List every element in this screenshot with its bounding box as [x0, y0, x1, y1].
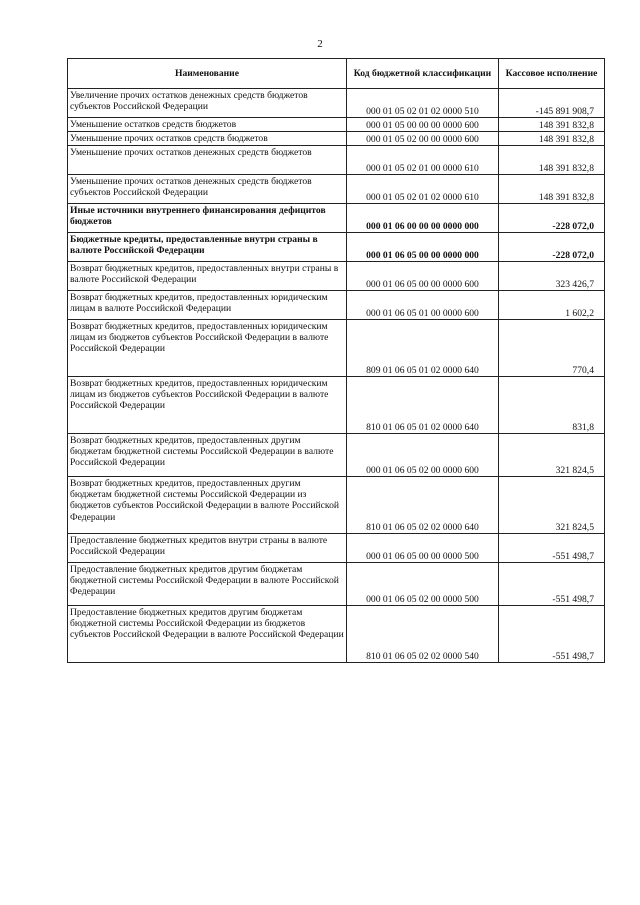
row-name-cell: Уменьшение прочих остатков средств бюджетов — [68, 132, 347, 146]
row-name-cell: Увеличение прочих остатков денежных средств бюджетов субъектов Российской Федерации — [68, 89, 347, 118]
row-amount-cell: 148 391 832,8 — [499, 146, 605, 175]
table-row — [68, 89, 605, 118]
row-name-cell: Возврат бюджетных кредитов, предоставленных юридическим лицам из бюджетов субъектов Российской Федерации в валюте Российской Федерации — [68, 377, 347, 434]
budget-sources-table — [67, 58, 605, 663]
row-amount-cell: -551 498,7 — [499, 534, 605, 563]
row-amount-cell: 323 426,7 — [499, 262, 605, 291]
row-code-cell: 000 01 06 05 02 00 0000 500 — [347, 563, 499, 606]
row-code-cell: 000 01 06 05 00 00 0000 600 — [347, 262, 499, 291]
row-amount-cell: -145 891 908,7 — [499, 89, 605, 118]
table-row — [68, 563, 605, 606]
row-amount-cell: 148 391 832,8 — [499, 118, 605, 132]
row-amount-cell: -228 072,0 — [499, 233, 605, 262]
table-row — [68, 146, 605, 175]
page-number: 2 — [317, 38, 323, 50]
table-row — [68, 477, 605, 534]
table-row — [68, 606, 605, 663]
row-code-cell: 000 01 05 02 01 02 0000 510 — [347, 89, 499, 118]
row-code-cell: 809 01 06 05 01 02 0000 640 — [347, 320, 499, 377]
table-row — [68, 132, 605, 146]
row-code-cell: 810 01 06 05 02 02 0000 540 — [347, 606, 499, 663]
header-code: Код бюджетной классификации — [347, 59, 499, 89]
row-name-cell: Уменьшение прочих остатков денежных средств бюджетов субъектов Российской Федерации — [68, 175, 347, 204]
row-code-cell: 000 01 06 00 00 00 0000 000 — [347, 204, 499, 233]
row-name-cell: Бюджетные кредиты, предоставленные внутри страны в валюте Российской Федерации — [68, 233, 347, 262]
table-row — [68, 204, 605, 233]
row-name-cell: Возврат бюджетных кредитов, предоставленных другим бюджетам бюджетной системы Российской Федерации в валюте Российской Федерации — [68, 434, 347, 477]
row-amount-cell: 770,4 — [499, 320, 605, 377]
table-row — [68, 233, 605, 262]
row-code-cell: 000 01 06 05 00 00 0000 500 — [347, 534, 499, 563]
row-code-cell: 810 01 06 05 02 02 0000 640 — [347, 477, 499, 534]
row-code-cell: 000 01 05 02 01 00 0000 610 — [347, 146, 499, 175]
row-amount-cell: 148 391 832,8 — [499, 132, 605, 146]
row-code-cell: 000 01 06 05 02 00 0000 600 — [347, 434, 499, 477]
row-amount-cell: -551 498,7 — [499, 563, 605, 606]
row-name-cell: Уменьшение остатков средств бюджетов — [68, 118, 347, 132]
row-name-cell: Предоставление бюджетных кредитов другим бюджетам бюджетной системы Российской Федерации из бюджетов субъектов Российской Федерации в валюте Российской Федерации — [68, 606, 347, 663]
header-amount: Кассовое исполнение — [499, 59, 605, 89]
row-amount-cell: 1 602,2 — [499, 291, 605, 320]
row-amount-cell: 321 824,5 — [499, 477, 605, 534]
row-name-cell: Предоставление бюджетных кредитов внутри страны в валюте Российской Федерации — [68, 534, 347, 563]
row-code-cell: 000 01 05 00 00 00 0000 600 — [347, 118, 499, 132]
table-row — [68, 434, 605, 477]
row-name-cell: Возврат бюджетных кредитов, предоставленных другим бюджетам бюджетной системы Российской Федерации из бюджетов субъектов Российской Федерации в валюте Российской Федерации — [68, 477, 347, 534]
table-row — [68, 320, 605, 377]
table-row — [68, 377, 605, 434]
row-name-cell: Возврат бюджетных кредитов, предоставленных внутри страны в валюте Российской Федерации — [68, 262, 347, 291]
row-amount-cell: 321 824,5 — [499, 434, 605, 477]
row-amount-cell: 148 391 832,8 — [499, 175, 605, 204]
table-row — [68, 262, 605, 291]
table-body — [68, 89, 605, 663]
table-header-row — [68, 59, 605, 89]
row-code-cell: 000 01 05 02 01 02 0000 610 — [347, 175, 499, 204]
table-row — [68, 534, 605, 563]
header-name: Наименование — [68, 59, 347, 89]
row-name-cell: Уменьшение прочих остатков денежных средств бюджетов — [68, 146, 347, 175]
table-row — [68, 175, 605, 204]
table-row — [68, 118, 605, 132]
row-name-cell: Возврат бюджетных кредитов, предоставленных юридическим лицам в валюте Российской Федерации — [68, 291, 347, 320]
row-code-cell: 000 01 06 05 00 00 0000 000 — [347, 233, 499, 262]
row-name-cell: Предоставление бюджетных кредитов другим бюджетам бюджетной системы Российской Федерации в валюте Российской Федерации — [68, 563, 347, 606]
row-code-cell: 810 01 06 05 01 02 0000 640 — [347, 377, 499, 434]
row-code-cell: 000 01 05 02 00 00 0000 600 — [347, 132, 499, 146]
table-row — [68, 291, 605, 320]
row-amount-cell: 831,8 — [499, 377, 605, 434]
row-code-cell: 000 01 06 05 01 00 0000 600 — [347, 291, 499, 320]
row-amount-cell: -228 072,0 — [499, 204, 605, 233]
row-name-cell: Возврат бюджетных кредитов, предоставленных юридическим лицам из бюджетов субъектов Российской Федерации в валюте Российской Федерации — [68, 320, 347, 377]
row-name-cell: Иные источники внутреннего финансирования дефицитов бюджетов — [68, 204, 347, 233]
row-amount-cell: -551 498,7 — [499, 606, 605, 663]
